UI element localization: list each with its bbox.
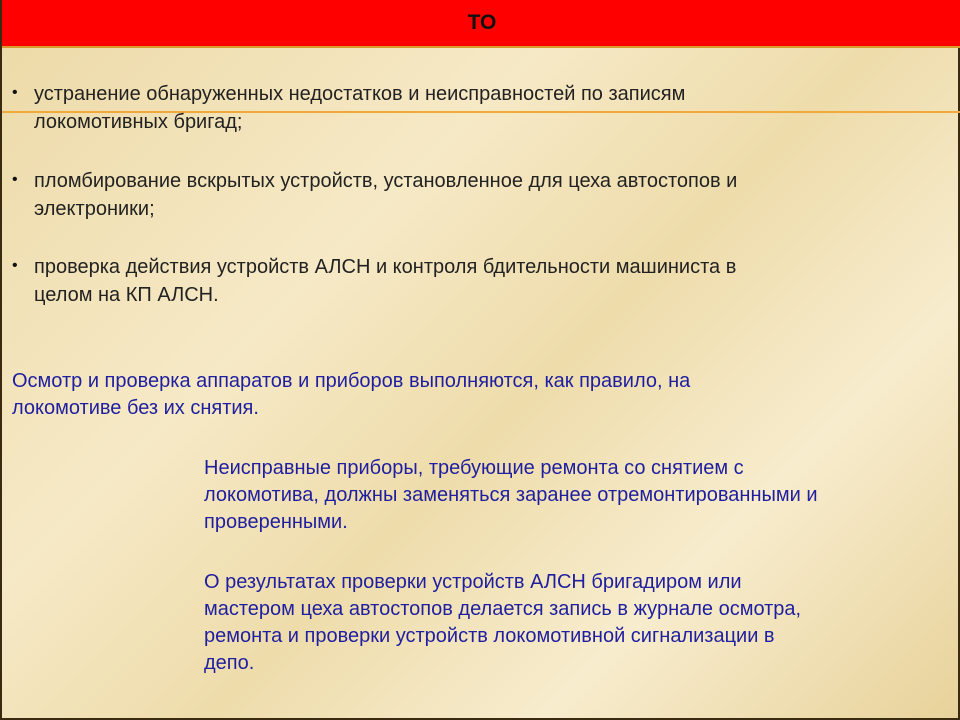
bullet-icon: •	[12, 171, 18, 188]
slide-title: ТО	[467, 11, 497, 34]
bullet-item	[12, 253, 736, 309]
paragraph-line: мастером цеха автостопов делается запись в журнале осмотра,	[204, 598, 802, 620]
paragraph-line: депо.	[204, 652, 255, 674]
paragraph-line: Осмотр и проверка аппаратов и приборов выполняются, как правило, на	[12, 370, 691, 392]
results-paragraph	[204, 569, 949, 677]
bullet-line: локомотивных бригад;	[34, 111, 243, 133]
header-divider	[2, 46, 960, 48]
bullet-line: проверка действия устройств АЛСН и контроля бдительности машиниста в	[34, 256, 737, 278]
bullet-line: целом на КП АЛСН.	[34, 284, 219, 306]
paragraph-line: локомотиве без их снятия.	[12, 397, 259, 419]
inspection-paragraph	[12, 368, 912, 422]
bullet-item	[12, 80, 685, 136]
bullet-icon: •	[12, 257, 18, 274]
bullet-line: устранение обнаруженных недостатков и неисправностей по записям	[34, 83, 686, 105]
title-bar	[2, 0, 960, 47]
faulty-devices-paragraph	[204, 455, 949, 536]
bullet-line: пломбирование вскрытых устройств, установленное для цеха автостопов и	[34, 170, 738, 192]
bullet-line: электроники;	[34, 198, 155, 220]
paragraph-line: ремонта и проверки устройств локомотивной сигнализации в	[204, 625, 775, 647]
paragraph-line: проверенными.	[204, 511, 348, 533]
bullet-icon: •	[12, 84, 18, 101]
bullet-item	[12, 167, 737, 223]
paragraph-line: О результатах проверки устройств АЛСН бригадиром или	[204, 571, 742, 593]
paragraph-line: локомотива, должны заменяться заранее отремонтированными и	[204, 484, 818, 506]
paragraph-line: Неисправные приборы, требующие ремонта со снятием с	[204, 457, 744, 479]
